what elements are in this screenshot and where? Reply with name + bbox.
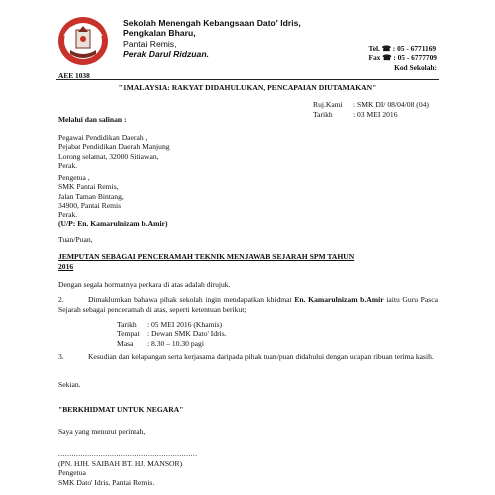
opening-sentence: Dengan segala hormatnya perkara di atas adalah dirujuk.	[58, 280, 231, 289]
closing-sekian: Sekian.	[58, 380, 81, 389]
recipient-school-address	[58, 173, 167, 229]
slogan: "BERKHIDMAT UNTUK NEGARA"	[58, 405, 184, 414]
via-heading: Melalui dan salinan :	[58, 115, 127, 124]
school-state: Perak Darul Ridzuan.	[123, 48, 209, 59]
paragraph-3: 3. Kesudian dan kelapangan serta kerjasama daripada pihak tuan/puan didahului dengan ucapan ribuan terima kasih.	[58, 352, 434, 361]
salutation: Tuan/Puan,	[58, 235, 93, 244]
signatory-title: Pengetua	[58, 468, 86, 478]
paragraph-number: 3.	[58, 352, 64, 361]
address-line: Pengetua ,	[58, 173, 90, 182]
address-line: 34900, Pantai Remis	[58, 200, 122, 210]
detail-row: Tempat : Dewan SMK Dato' Idris.	[117, 329, 227, 339]
letter-date: : 03 MEI 2016	[353, 109, 398, 119]
school-address-line: Pantai Remis,	[123, 38, 177, 49]
school-name: Sekolah Menengah Kebangsaan Dato' Idris,	[123, 18, 301, 28]
national-motto: "1MALAYSIA: RAKYAT DIDAHULUKAN, PENCAPAIAN DIUTAMAKAN"	[118, 83, 377, 92]
fax-number: Fax ☎ : 05 - 6777709	[368, 53, 437, 63]
signatory-block	[58, 459, 182, 487]
school-address-line: Pengkalan Bharu,	[123, 28, 196, 39]
detail-row: Masa : 8.30 – 10.30 pagi	[117, 338, 204, 348]
school-code-label: Kod Sekolah:	[394, 62, 437, 72]
address-line: SMK Pantai Remis,	[58, 182, 119, 192]
school-code: AEE 1038	[58, 71, 90, 80]
address-line: Lorong selamat, 32000 Sitiawan,	[58, 151, 159, 161]
signatory-school: SMK Dato' Idris, Pantai Remis.	[58, 477, 155, 487]
event-details	[117, 320, 227, 348]
date-label: Tarikh	[313, 109, 333, 119]
address-line: Perak.	[58, 160, 78, 170]
header-divider	[56, 79, 439, 80]
school-letterhead	[123, 18, 301, 59]
subject-line-continued: 2016	[58, 262, 74, 271]
signature-line: ..............................................................	[58, 449, 198, 458]
contact-block	[368, 44, 437, 72]
reference-number: : SMK DI/ 08/04/08 (04)	[353, 100, 429, 109]
address-line: Pejabat Pendidikan Daerah Manjung	[58, 142, 170, 152]
attention-line: (U/P: En. Kamarulnizam b.Amir)	[58, 219, 168, 229]
address-line: Pegawai Pendidikan Daerah ,	[58, 133, 148, 142]
sign-off: Saya yang menurut perintah,	[58, 427, 146, 436]
signatory-name: (PN. HJH. SAIBAH BT. HJ. MANSOR)	[58, 459, 183, 468]
address-line: Jalan Taman Bintang,	[58, 191, 124, 201]
paragraph-number: 2.	[58, 295, 64, 304]
paragraph-2: 2. Dimaklumkan bahawa pihak sekolah ingin mendapatkan khidmat En. Kamarulnizam b.Amir iaitu Guru Pasca Sejarah sebagai penceramah di atas, seperti ketentuan berikut;	[58, 295, 438, 314]
address-line: Perak.	[58, 210, 78, 220]
telephone-number: Tel. ☎ : 05 - 6771169	[368, 44, 437, 53]
detail-row: Tarikh : 05 MEI 2016 (Khamis)	[117, 320, 223, 329]
school-crest-logo	[56, 14, 110, 68]
reference-block	[313, 100, 429, 119]
reference-label: Ruj.Kami	[313, 100, 343, 109]
subject-line: JEMPUTAN SEBAGAI PENCERAMAH TEKNIK MENJAWAB SEJARAH SPM TAHUN	[58, 252, 355, 261]
speaker-name: En. Kamarulnizam b.Amir	[294, 295, 384, 304]
recipient-office-address	[58, 133, 170, 170]
